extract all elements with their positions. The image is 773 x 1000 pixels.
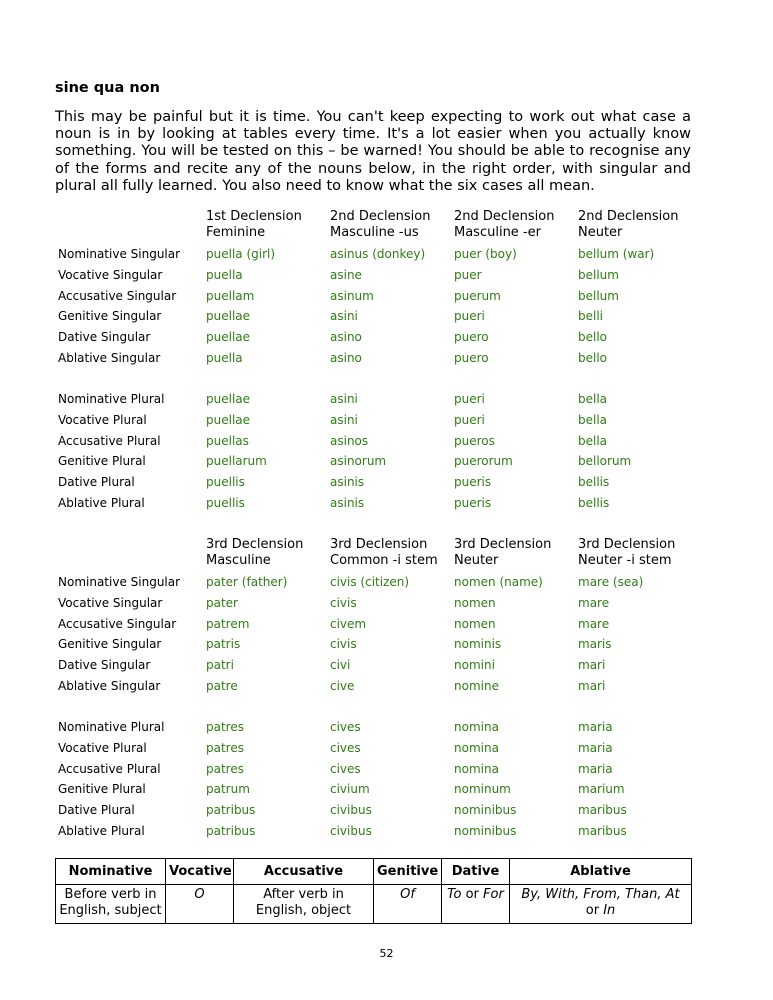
case-label: Genitive Singular (58, 309, 162, 324)
nominative-meaning: Before verb in English, subject (56, 885, 166, 924)
vocative-meaning: O (166, 885, 234, 924)
noun-form: patrem (206, 616, 250, 631)
declension-table-1 (55, 209, 699, 513)
noun-form: bella (578, 433, 608, 448)
case-label: Vocative Plural (58, 412, 147, 427)
case-header-vocative: Vocative (166, 859, 234, 885)
declension-header: 1st Declension Feminine (206, 209, 302, 240)
noun-form: bellis (578, 474, 610, 489)
noun-form: patribus (206, 823, 256, 838)
noun-form: patribus (206, 802, 256, 817)
noun-form: nominum (454, 782, 511, 797)
case-header-accusative: Accusative (234, 859, 374, 885)
genitive-meaning: Of (374, 885, 442, 924)
noun-form: civis (330, 637, 357, 652)
noun-form: maria (578, 740, 613, 755)
header-blank-cell (55, 209, 203, 244)
table-row (55, 572, 699, 593)
declension-header: 3rd Declension Neuter -i stem (578, 537, 676, 568)
table-row (55, 451, 699, 472)
table-row (55, 430, 699, 451)
case-label: Vocative Singular (58, 268, 163, 283)
noun-form: puellae (206, 412, 251, 427)
noun-form: cives (330, 740, 361, 755)
declension-header-row (55, 537, 699, 572)
noun-form: puellae (206, 330, 251, 345)
case-meanings-table (55, 858, 692, 924)
noun-form: pueris (454, 495, 492, 510)
noun-form: asinis (330, 495, 365, 510)
header-blank-cell (55, 537, 203, 572)
declension-header-row (55, 209, 699, 244)
noun-form: asinorum (330, 454, 387, 469)
noun-form: puellas (206, 433, 249, 448)
table-row (55, 675, 699, 696)
noun-form: bellorum (578, 454, 632, 469)
noun-form: nominis (454, 637, 502, 652)
noun-form: nomini (454, 658, 495, 673)
noun-form: bellum (578, 268, 619, 283)
page-title: sine qua non (55, 80, 160, 96)
noun-form: asinum (330, 288, 374, 303)
case-label: Accusative Singular (58, 288, 177, 303)
noun-form: mari (578, 658, 606, 673)
case-label: Accusative Singular (58, 616, 177, 631)
noun-form: nomina (454, 761, 499, 776)
case-meaning-row (56, 885, 692, 924)
noun-form: mare (sea) (578, 575, 644, 590)
case-label: Genitive Singular (58, 637, 162, 652)
table-row (55, 265, 699, 286)
spacer-row (55, 368, 699, 389)
noun-form: nomen (454, 596, 496, 611)
case-label: Genitive Plural (58, 782, 146, 797)
noun-form: maris (578, 637, 612, 652)
noun-form: puerorum (454, 454, 513, 469)
noun-form: puellam (206, 288, 255, 303)
noun-form: asinis (330, 474, 365, 489)
intro-paragraph: This may be painful but it is time. You can't keep expecting to work out what case a noun is in by looking at tables every time. It's a lot easier when you actually know something. You will be tested on this – be warned! You should be able to recognise any of the forms and recite any of the nouns below, in the right order, with singular and plural all fully learned. You also need to know what the six cases all mean. (55, 109, 691, 194)
noun-form: puella (206, 350, 243, 365)
noun-form: bella (578, 392, 608, 407)
noun-form: patres (206, 761, 244, 776)
case-label: Dative Plural (58, 802, 135, 817)
case-label: Dative Singular (58, 330, 151, 345)
noun-form: patres (206, 720, 244, 735)
case-header-dative: Dative (442, 859, 510, 885)
noun-form: puellis (206, 474, 245, 489)
noun-form: bello (578, 330, 608, 345)
case-label: Ablative Plural (58, 495, 145, 510)
noun-form: puellis (206, 495, 245, 510)
case-label: Dative Plural (58, 474, 135, 489)
noun-form: puerum (454, 288, 501, 303)
noun-form: bello (578, 350, 608, 365)
declension-header: 3rd Declension Masculine (206, 537, 304, 568)
noun-form: puella (206, 268, 243, 283)
case-header-nominative: Nominative (56, 859, 166, 885)
noun-form: pueri (454, 412, 485, 427)
noun-form: pueri (454, 392, 485, 407)
table-row (55, 634, 699, 655)
table-row (55, 779, 699, 800)
noun-form: civibus (330, 802, 372, 817)
table-row (55, 410, 699, 431)
case-label: Nominative Singular (58, 247, 181, 262)
case-label: Nominative Plural (58, 392, 165, 407)
noun-form: bellum (war) (578, 247, 655, 262)
table-row (55, 738, 699, 759)
table-row (55, 492, 699, 513)
accusative-meaning: After verb in English, object (234, 885, 374, 924)
noun-form: puero (454, 330, 489, 345)
noun-form: nomen (454, 616, 496, 631)
table-row (55, 327, 699, 348)
noun-form: pueris (454, 474, 492, 489)
noun-form: puero (454, 350, 489, 365)
noun-form: puella (girl) (206, 247, 276, 262)
noun-form: maria (578, 720, 613, 735)
noun-form: mari (578, 678, 606, 693)
noun-form: bellis (578, 495, 610, 510)
table-row (55, 613, 699, 634)
noun-form: asinos (330, 433, 369, 448)
noun-form: nomen (name) (454, 575, 543, 590)
case-label: Vocative Plural (58, 740, 147, 755)
noun-form: civis (citizen) (330, 575, 410, 590)
noun-form: pueri (454, 309, 485, 324)
case-header-genitive: Genitive (374, 859, 442, 885)
noun-form: bellum (578, 288, 619, 303)
noun-form: asini (330, 309, 358, 324)
noun-form: civibus (330, 823, 372, 838)
table-row (55, 655, 699, 676)
case-label: Vocative Singular (58, 596, 163, 611)
noun-form: civium (330, 782, 370, 797)
table-row (55, 820, 699, 841)
spacer-row (55, 696, 699, 717)
noun-form: maribus (578, 802, 627, 817)
table-row (55, 285, 699, 306)
declension-table-2 (55, 537, 699, 841)
table-row (55, 244, 699, 265)
noun-form: asini (330, 412, 358, 427)
noun-form: mare (578, 616, 610, 631)
case-label: Ablative Plural (58, 823, 145, 838)
noun-form: nominibus (454, 823, 517, 838)
noun-form: belli (578, 309, 604, 324)
case-label: Nominative Singular (58, 575, 181, 590)
noun-form: nomina (454, 720, 499, 735)
case-header-row (56, 859, 692, 885)
table-row (55, 306, 699, 327)
table-row (55, 472, 699, 493)
case-label: Ablative Singular (58, 350, 161, 365)
declension-header: 3rd Declension Neuter (454, 537, 552, 568)
noun-form: civis (330, 596, 357, 611)
noun-form: marium (578, 782, 625, 797)
table-row (55, 347, 699, 368)
case-label: Accusative Plural (58, 433, 161, 448)
noun-form: mare (578, 596, 610, 611)
page-number: 52 (379, 947, 394, 960)
noun-form: puellarum (206, 454, 267, 469)
case-label: Nominative Plural (58, 720, 165, 735)
noun-form: cives (330, 720, 361, 735)
dative-meaning: To or For (442, 885, 510, 924)
noun-form: nomine (454, 678, 499, 693)
noun-form: asini (330, 392, 358, 407)
noun-form: puellae (206, 392, 251, 407)
ablative-meaning: By, With, From, Than, At or In (510, 885, 692, 924)
noun-form: asino (330, 330, 362, 345)
noun-form: pater (206, 596, 238, 611)
case-label: Dative Singular (58, 658, 151, 673)
noun-form: puer (boy) (454, 247, 517, 262)
noun-form: asinus (donkey) (330, 247, 426, 262)
table-row (55, 758, 699, 779)
table-row (55, 389, 699, 410)
noun-form: patrum (206, 782, 250, 797)
noun-form: patres (206, 740, 244, 755)
case-header-ablative: Ablative (510, 859, 692, 885)
declension-header: 2nd Declension Masculine -us (330, 209, 431, 240)
noun-form: civi (330, 658, 351, 673)
noun-form: asine (330, 268, 362, 283)
declension-header: 2nd Declension Neuter (578, 209, 679, 240)
table-row (55, 800, 699, 821)
table-row (55, 593, 699, 614)
noun-form: pueros (454, 433, 495, 448)
noun-form: bella (578, 412, 608, 427)
noun-form: patri (206, 658, 234, 673)
noun-form: nominibus (454, 802, 517, 817)
noun-form: maria (578, 761, 613, 776)
case-label: Genitive Plural (58, 454, 146, 469)
noun-form: patre (206, 678, 238, 693)
declension-header: 3rd Declension Common -i stem (330, 537, 438, 568)
noun-form: civem (330, 616, 367, 631)
noun-form: cives (330, 761, 361, 776)
noun-form: puellae (206, 309, 251, 324)
noun-form: puer (454, 268, 482, 283)
case-label: Accusative Plural (58, 761, 161, 776)
noun-form: asino (330, 350, 362, 365)
table-row (55, 717, 699, 738)
case-label: Ablative Singular (58, 678, 161, 693)
noun-form: cive (330, 678, 355, 693)
noun-form: patris (206, 637, 241, 652)
noun-form: nomina (454, 740, 499, 755)
noun-form: maribus (578, 823, 627, 838)
declension-header: 2nd Declension Masculine -er (454, 209, 555, 240)
noun-form: pater (father) (206, 575, 288, 590)
